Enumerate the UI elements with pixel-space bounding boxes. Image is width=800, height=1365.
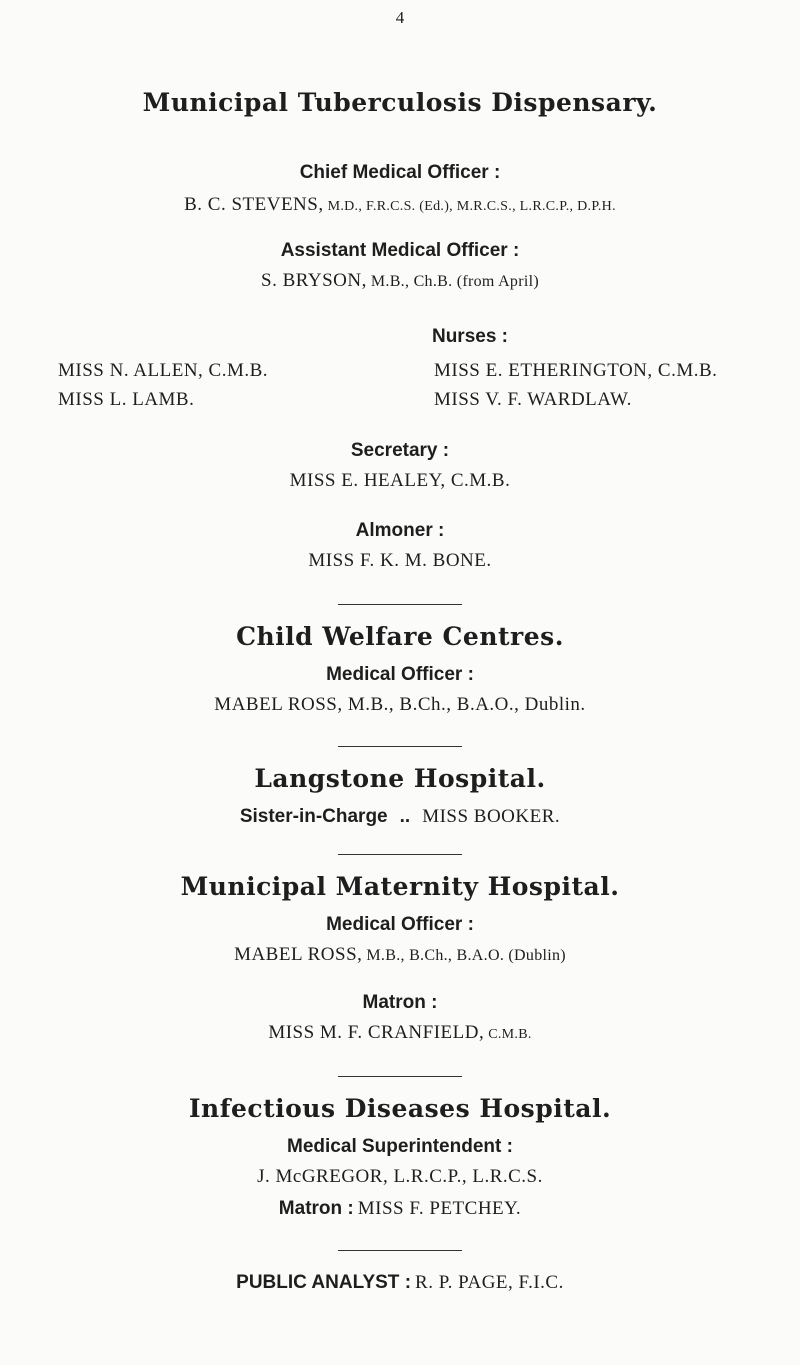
infectious-matron-label: Matron : xyxy=(278,1198,354,1219)
nurse-entry: MISS N. ALLEN, C.M.B. xyxy=(58,360,269,381)
maternity-matron-qualifications: C.M.B. xyxy=(488,1027,532,1042)
langstone-sister-line xyxy=(0,806,800,828)
page-number: 4 xyxy=(395,8,405,27)
medical-superintendent-name: J. McGREGOR, L.R.C.P., L.R.C.S. xyxy=(257,1166,543,1187)
chief-medical-officer-line xyxy=(0,194,800,216)
nurses-label: Nurses : xyxy=(431,326,509,347)
infectious-diseases-title: Infectious Diseases Hospital. xyxy=(188,1094,612,1123)
maternity-officer-name: MABEL ROSS, xyxy=(234,944,363,965)
public-analyst-label: PUBLIC ANALYST : xyxy=(236,1272,412,1293)
section-divider xyxy=(338,1076,462,1077)
assistant-medical-officer-label: Assistant Medical Officer : xyxy=(280,240,520,261)
section-divider xyxy=(338,746,462,747)
chief-medical-officer-qualifications: M.D., F.R.C.S. (Ed.), M.R.C.S., L.R.C.P., D.P.H. xyxy=(327,199,616,214)
nurse-entry: MISS E. ETHERINGTON, C.M.B. xyxy=(434,360,718,381)
maternity-matron-name: MISS M. F. CRANFIELD, xyxy=(268,1022,485,1043)
almoner-label: Almoner : xyxy=(355,520,445,541)
chief-medical-officer-name: B. C. STEVENS, xyxy=(184,194,324,215)
sister-in-charge-name: MISS BOOKER. xyxy=(422,806,561,827)
public-analyst-name: R. P. PAGE, F.I.C. xyxy=(415,1272,564,1293)
public-analyst-line xyxy=(0,1272,800,1294)
section-divider xyxy=(338,604,462,605)
child-welfare-officer-label: Medical Officer : xyxy=(326,664,474,685)
child-welfare-officer-name: MABEL ROSS, M.B., B.Ch., B.A.O., Dublin. xyxy=(214,694,586,715)
assistant-medical-officer-name: S. BRYSON, xyxy=(261,270,367,291)
nurse-entry: MISS L. LAMB. xyxy=(58,389,195,410)
medical-superintendent-label: Medical Superintendent : xyxy=(287,1136,513,1157)
assistant-medical-officer-line xyxy=(0,270,800,292)
almoner-name: MISS F. K. M. BONE. xyxy=(308,550,492,571)
sister-in-charge-label: Sister-in-Charge xyxy=(239,806,388,827)
nurse-entry: MISS V. F. WARDLAW. xyxy=(434,389,632,410)
section-divider xyxy=(338,1250,462,1251)
assistant-medical-officer-qualifications: M.B., Ch.B. (from April) xyxy=(370,273,539,290)
infectious-matron-name: MISS F. PETCHEY. xyxy=(357,1198,522,1219)
infectious-matron-line xyxy=(0,1198,800,1220)
maternity-matron-label: Matron : xyxy=(362,992,438,1013)
leader-dots: .. xyxy=(399,806,411,827)
maternity-title: Municipal Maternity Hospital. xyxy=(180,872,620,901)
maternity-officer-qualifications: M.B., B.Ch., B.A.O. (Dublin) xyxy=(366,947,566,964)
maternity-officer-label: Medical Officer : xyxy=(326,914,474,935)
chief-medical-officer-label: Chief Medical Officer : xyxy=(299,162,501,183)
secretary-name: MISS E. HEALEY, C.M.B. xyxy=(289,470,511,491)
section-divider xyxy=(338,854,462,855)
dispensary-title: Municipal Tuberculosis Dispensary. xyxy=(142,88,658,117)
maternity-officer-line xyxy=(0,944,800,966)
maternity-matron-line xyxy=(0,1022,800,1044)
secretary-label: Secretary : xyxy=(350,440,450,461)
child-welfare-title: Child Welfare Centres. xyxy=(236,622,564,651)
langstone-title: Langstone Hospital. xyxy=(254,764,546,793)
